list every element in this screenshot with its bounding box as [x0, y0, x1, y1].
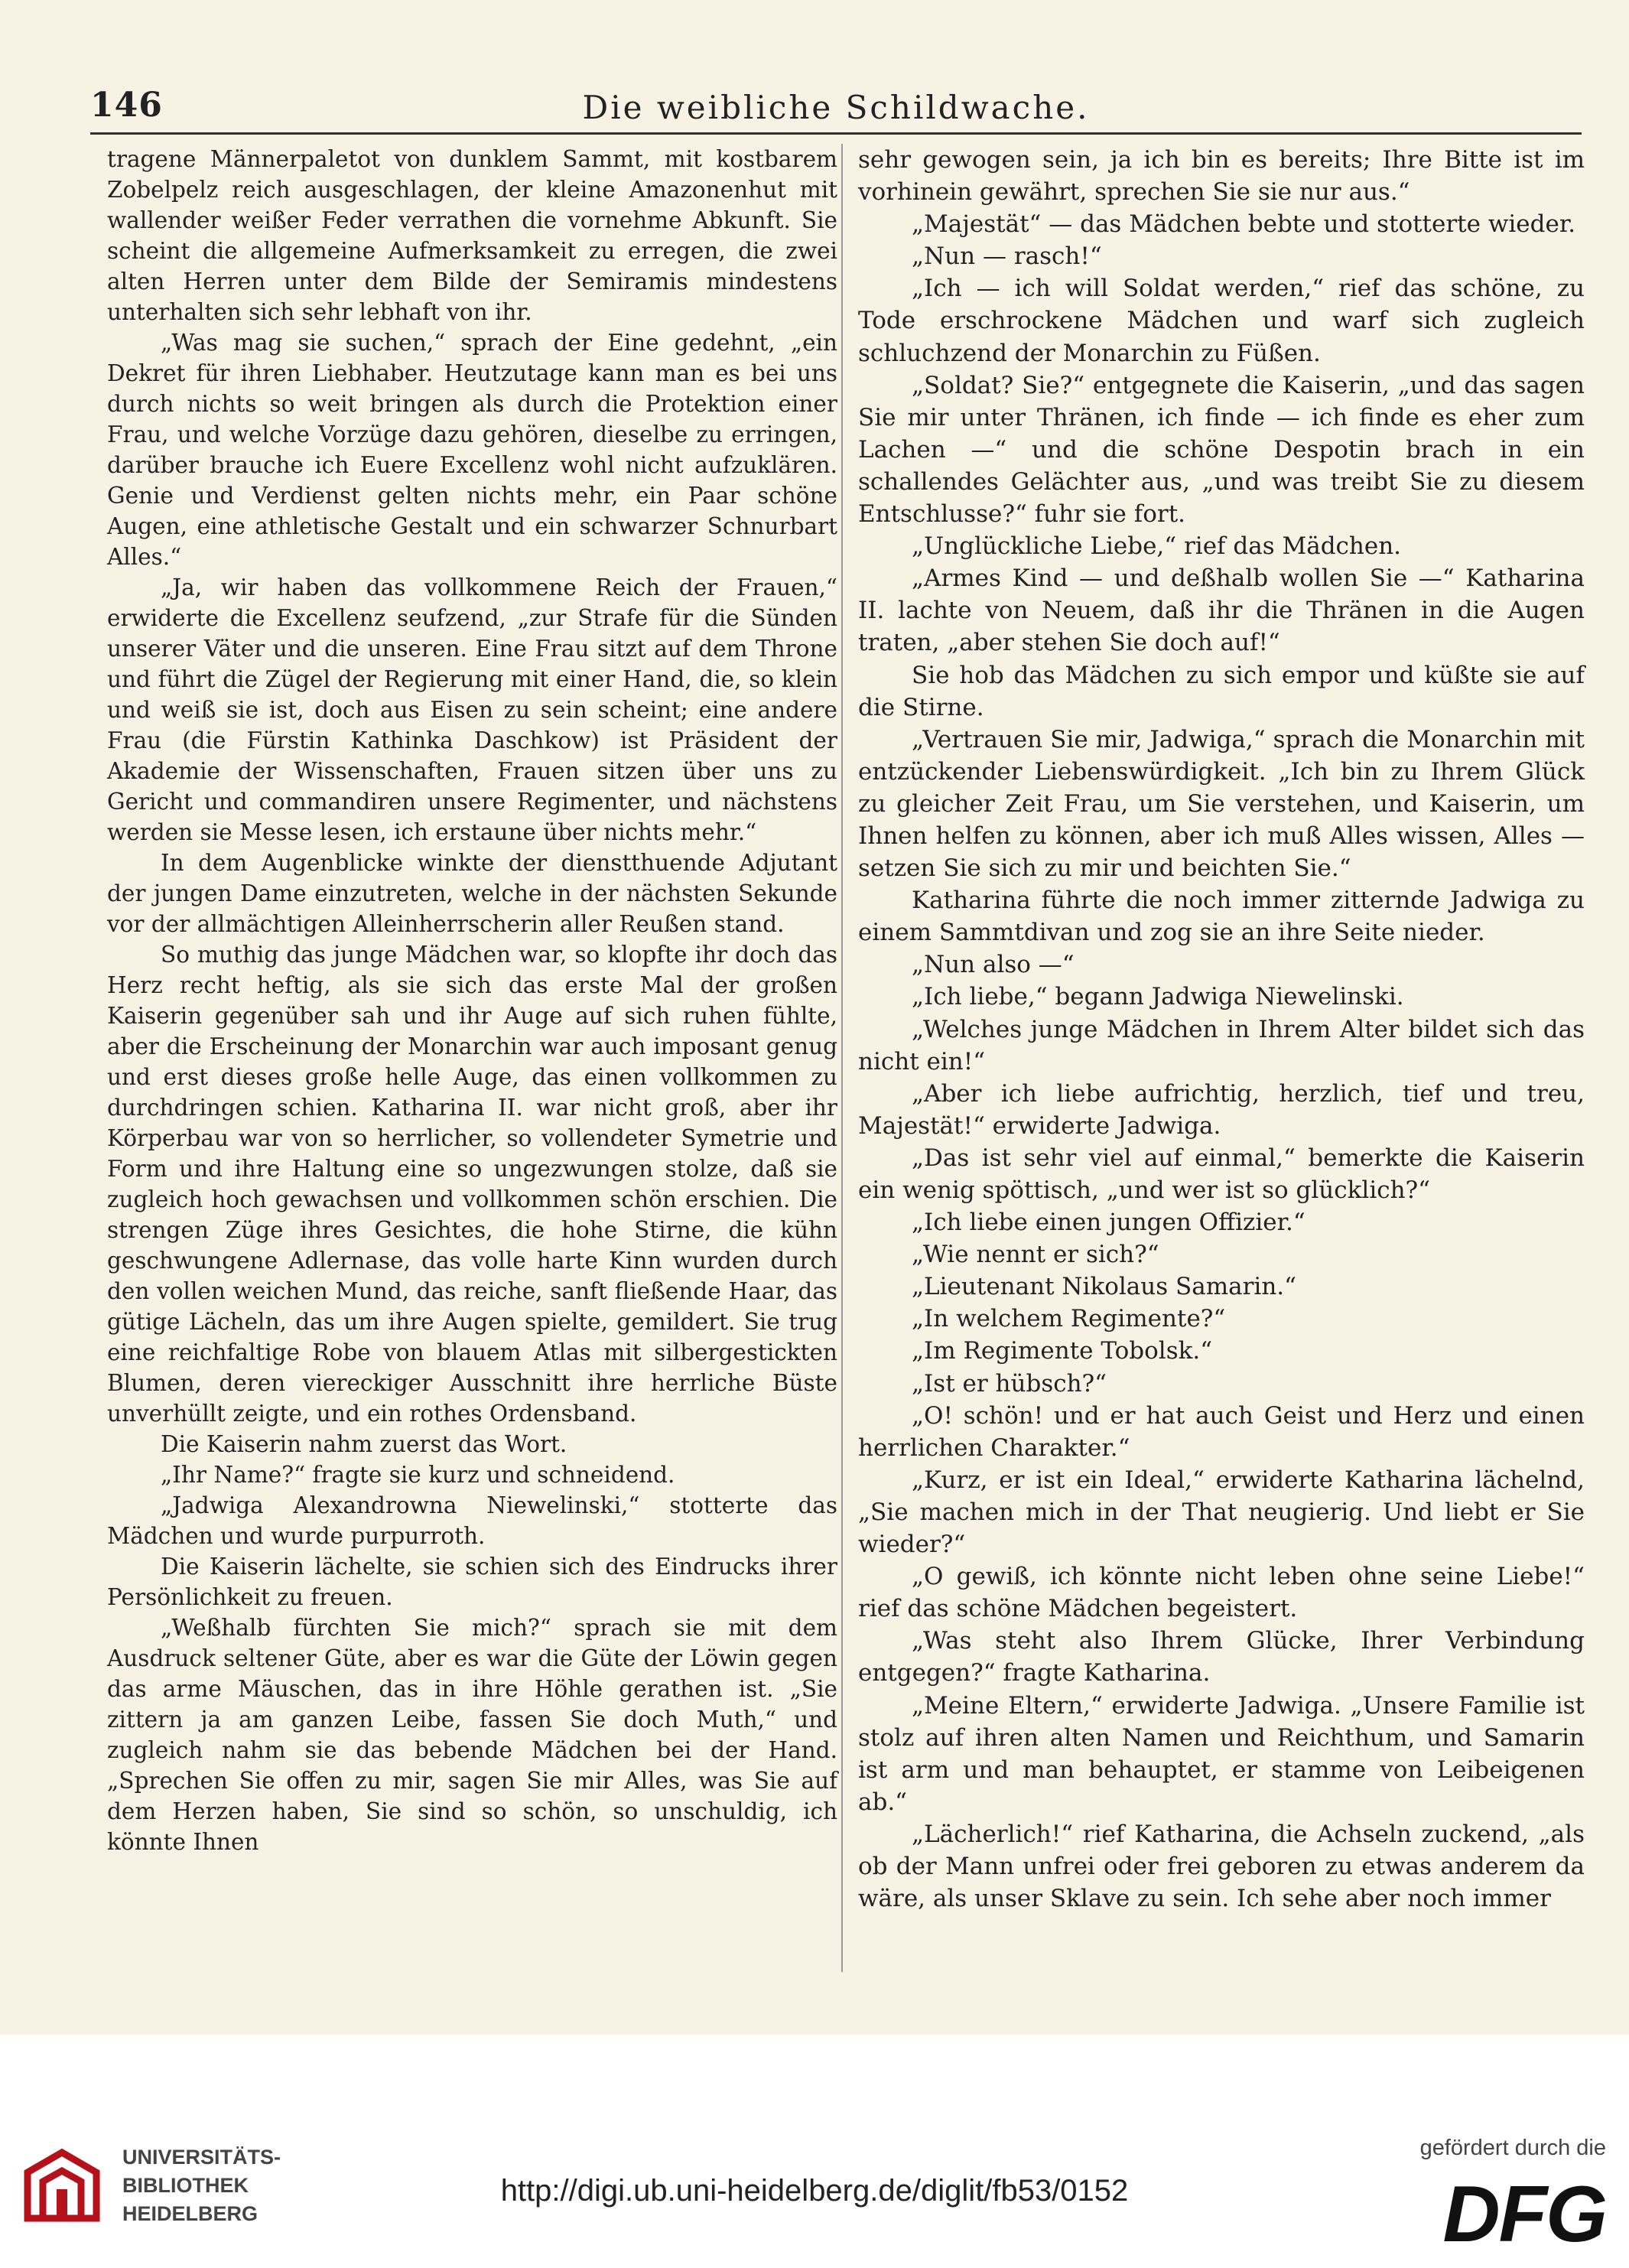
- permalink-url[interactable]: http://digi.ub.uni-heidelberg.de/diglit/fb53/0152: [500, 2174, 1129, 2208]
- paragraph: „Ist er hübsch?“: [912, 1369, 1107, 1398]
- paragraph: „Ja, wir haben das vollkommene Reich der Frauen,“ erwiderte die Excellenz seufzend, „zur Strafe für die Sünden unserer Väter und die unseren. Eine Frau sitzt auf dem Throne und führt die Zügel der Regierung mit einer Hand, die, so klein und weiß sie ist, doch aus Eisen zu sein scheint; eine andere Frau (die Fürstin Kathinka Daschkow) ist Präsident der Akademie der Wissenschaften, Frauen sitzen über uns zu Gericht und commandiren unsere Regimenter, und nächstens werden sie Messe lesen, ich erstaune über nichts mehr.“: [107, 574, 837, 845]
- paragraph: Die Kaiserin lächelte, sie schien sich des Eindrucks ihrer Persönlichkeit zu freuen.: [107, 1554, 837, 1610]
- paragraph: „Wie nennt er sich?“: [912, 1241, 1159, 1269]
- paragraph: „Soldat? Sie?“ entgegnete die Kaiserin, „und das sagen Sie mir unter Thränen, ich finde — ich finde es eher zum Lachen —“ und die schöne Despotin brach in ein schallendes Gelächter aus, „und was treibt Sie zu diesem Entschlusse?“ fuhr sie fort.: [858, 371, 1585, 529]
- library-name-line-2: BIBLIOTHEK: [122, 2174, 249, 2197]
- paragraph: „Majestät“ — das Mädchen bebte und stotterte wieder.: [912, 210, 1576, 239]
- running-title: Die weibliche Schildwache.: [582, 89, 1090, 126]
- paragraph: „Jadwiga Alexandrowna Niewelinski,“ stotterte das Mädchen und wurde purpurroth.: [107, 1492, 837, 1549]
- paragraph: „Ich liebe,“ begann Jadwiga Niewelinski.: [912, 983, 1404, 1011]
- paragraph: „Unglückliche Liebe,“ rief das Mädchen.: [912, 532, 1402, 561]
- paragraph: „Armes Kind — und deßhalb wollen Sie —“ Katharina II. lachte von Neuem, daß ihr die Thränen in die Augen traten, „aber stehen Sie doch auf!“: [858, 565, 1585, 657]
- paragraph: „O gewiß, ich könnte nicht leben ohne seine Liebe!“ rief das schöne Mädchen begeistert.: [858, 1563, 1585, 1623]
- paragraph: „Kurz, er ist ein Ideal,“ erwiderte Katharina lächelnd, „Sie machen mich in der That neugierig. Und liebt er Sie wieder?“: [858, 1466, 1585, 1559]
- paragraph: „Nun — rasch!“: [912, 242, 1102, 271]
- paragraph: tragene Männerpaletot von dunklem Sammt, mit kostbarem Zobelpelz reich ausgeschlagen, der kleine Amazonenhut mit wallender weißer Feder verrathen die vornehme Abkunft. Sie scheint die allgemeine Aufmerksamkeit zu erregen, die zwei alten Herren unter dem Bilde der Semiramis mindestens unterhalten sich sehr lebhaft von ihr.: [107, 146, 837, 325]
- page-header: [90, 86, 1582, 139]
- paragraph: „Ich liebe einen jungen Offizier.“: [912, 1209, 1305, 1237]
- left-text-column: [107, 144, 837, 1857]
- paragraph: sehr gewogen sein, ja ich bin es bereits; Ihre Bitte ist im vorhinein gewährt, sprechen Sie sie nur aus.“: [858, 146, 1585, 207]
- column-divider: [841, 144, 843, 1972]
- paragraph: „Aber ich liebe aufrichtig, herzlich, tief und treu, Majestät!“ erwiderte Jadwiga.: [858, 1079, 1585, 1140]
- paragraph: „Im Regimente Tobolsk.“: [912, 1337, 1213, 1365]
- paragraph: „Welches junge Mädchen in Ihrem Alter bildet sich das nicht ein!“: [858, 1015, 1585, 1075]
- paragraph: „Vertrauen Sie mir, Jadwiga,“ sprach die Monarchin mit entzückender Liebenswürdigkeit. „Ich bin zu Ihrem Glück zu gleicher Zeit Frau, um Sie verstehen, und Kaiserin, um Ihnen helfen zu können, aber ich muß Alles wissen, Alles — setzen Sie sich zu mir und beichten Sie.“: [858, 725, 1585, 883]
- paragraph: „Das ist sehr viel auf einmal,“ bemerkte die Kaiserin ein wenig spöttisch, „und wer ist so glücklich?“: [858, 1144, 1585, 1204]
- dfg-logo-icon: DFG: [1442, 2170, 1606, 2259]
- header-rule: [90, 132, 1582, 135]
- paragraph: „Was mag sie suchen,“ sprach der Eine gedehnt, „ein Dekret für ihren Liebhaber. Heutzutage kann man es bei uns durch nichts so weit bringen als durch die Protektion einer Frau, und welche Vorzüge dazu gehören, dieselbe zu erringen, darüber brauche ich Euere Excellenz wohl nicht aufzuklären. Genie und Verdienst gelten nichts mehr, ein Paar schöne Augen, eine athletische Gestalt und ein schwarzer Schnurbart Alles.“: [107, 330, 837, 570]
- paragraph: „Lächerlich!“ rief Katharina, die Achseln zuckend, „als ob der Mann unfrei oder frei geboren zu etwas anderem da wäre, als unser Sklave zu sein. Ich sehe aber noch immer: [858, 1820, 1585, 1913]
- paragraph: So muthig das junge Mädchen war, so klopfte ihr doch das Herz recht heftig, als sie sich das erste Mal der großen Kaiserin gegenüber sah und ihr Auge auf sich ruhen fühlte, aber die Erscheinung der Monarchin war auch imposant genug und erst dieses große helle Auge, das einen vollkommen zu durchdringen schien. Katharina II. war nicht groß, aber ihr Körperbau war von so herrlicher, so vollendeter Symetrie und Form und ihre Haltung eine so ungezwungen stolze, daß sie zugleich hoch gewachsen und vollkommen schön erschien. Die strengen Züge ihres Gesichtes, die hohe Stirne, die kühn geschwungene Adlernase, das volle harte Kinn wurden durch den vollen weichen Mund, das reiche, sanft fließende Haar, das gütige Lächeln, das um ihre Augen spielte, gemildert. Sie trug eine reichfaltige Robe von blauem Atlas mit silbergestickten Blumen, deren viereckiger Ausschnitt ihre herrliche Büste unverhüllt zeigte, und ein rothes Ordensband.: [107, 942, 837, 1427]
- funding-caption: gefördert durch die: [1419, 2136, 1606, 2160]
- right-text-column: [858, 144, 1585, 1915]
- paragraph: „Nun also —“: [912, 951, 1075, 979]
- paragraph: „Ihr Name?“ fragte sie kurz und schneidend.: [161, 1462, 675, 1488]
- paragraph: Katharina führte die noch immer zitternde Jadwiga zu einem Sammtdivan und zog sie an ihre Seite nieder.: [858, 887, 1585, 947]
- paragraph: Sie hob das Mädchen zu sich empor und küßte sie auf die Stirne.: [858, 661, 1585, 721]
- paragraph: „Lieutenant Nikolaus Samarin.“: [912, 1273, 1297, 1301]
- page-number: 146: [90, 86, 163, 125]
- library-name-line-3: HEIDELBERG: [122, 2202, 258, 2225]
- paragraph: In dem Augenblicke winkte der dienstthuende Adjutant der jungen Dame einzutreten, welche in der nächsten Sekunde vor der allmächtigen Alleinherrscherin aller Reußen stand.: [107, 850, 837, 937]
- library-name-line-1: UNIVERSITÄTS-: [122, 2146, 281, 2169]
- paragraph: „Was steht also Ihrem Glücke, Ihrer Verbindung entgegen?“ fragte Katharina.: [858, 1627, 1585, 1687]
- paragraph: „Ich — ich will Soldat werden,“ rief das schöne, zu Tode erschrockene Mädchen und warf sich zugleich schluchzend der Monarchin zu Füßen.: [858, 275, 1585, 367]
- paragraph: „Meine Eltern,“ erwiderte Jadwiga. „Unsere Familie ist stolz auf ihren alten Namen und Reichthum, und Samarin ist arm und man behauptet, er stamme von Leibeigenen ab.“: [858, 1691, 1585, 1816]
- paragraph: Die Kaiserin nahm zuerst das Wort.: [161, 1431, 567, 1457]
- paragraph: „Weßhalb fürchten Sie mich?“ sprach sie mit dem Ausdruck seltener Güte, aber es war die Güte der Löwin gegen das arme Mäuschen, das in ihre Höhle gerathen ist. „Sie zittern ja am ganzen Leibe, fassen Sie doch Muth,“ und zugleich nahm sie das bebende Mädchen bei der Hand. „Sprechen Sie offen zu mir, sagen Sie mir Alles, was Sie auf dem Herzen haben, Sie sind so schön, so unschuldig, ich könnte Ihnen: [107, 1615, 837, 1855]
- paragraph: „In welchem Regimente?“: [912, 1305, 1226, 1333]
- paragraph: „O! schön! und er hat auch Geist und Herz und einen herrlichen Charakter.“: [858, 1401, 1585, 1462]
